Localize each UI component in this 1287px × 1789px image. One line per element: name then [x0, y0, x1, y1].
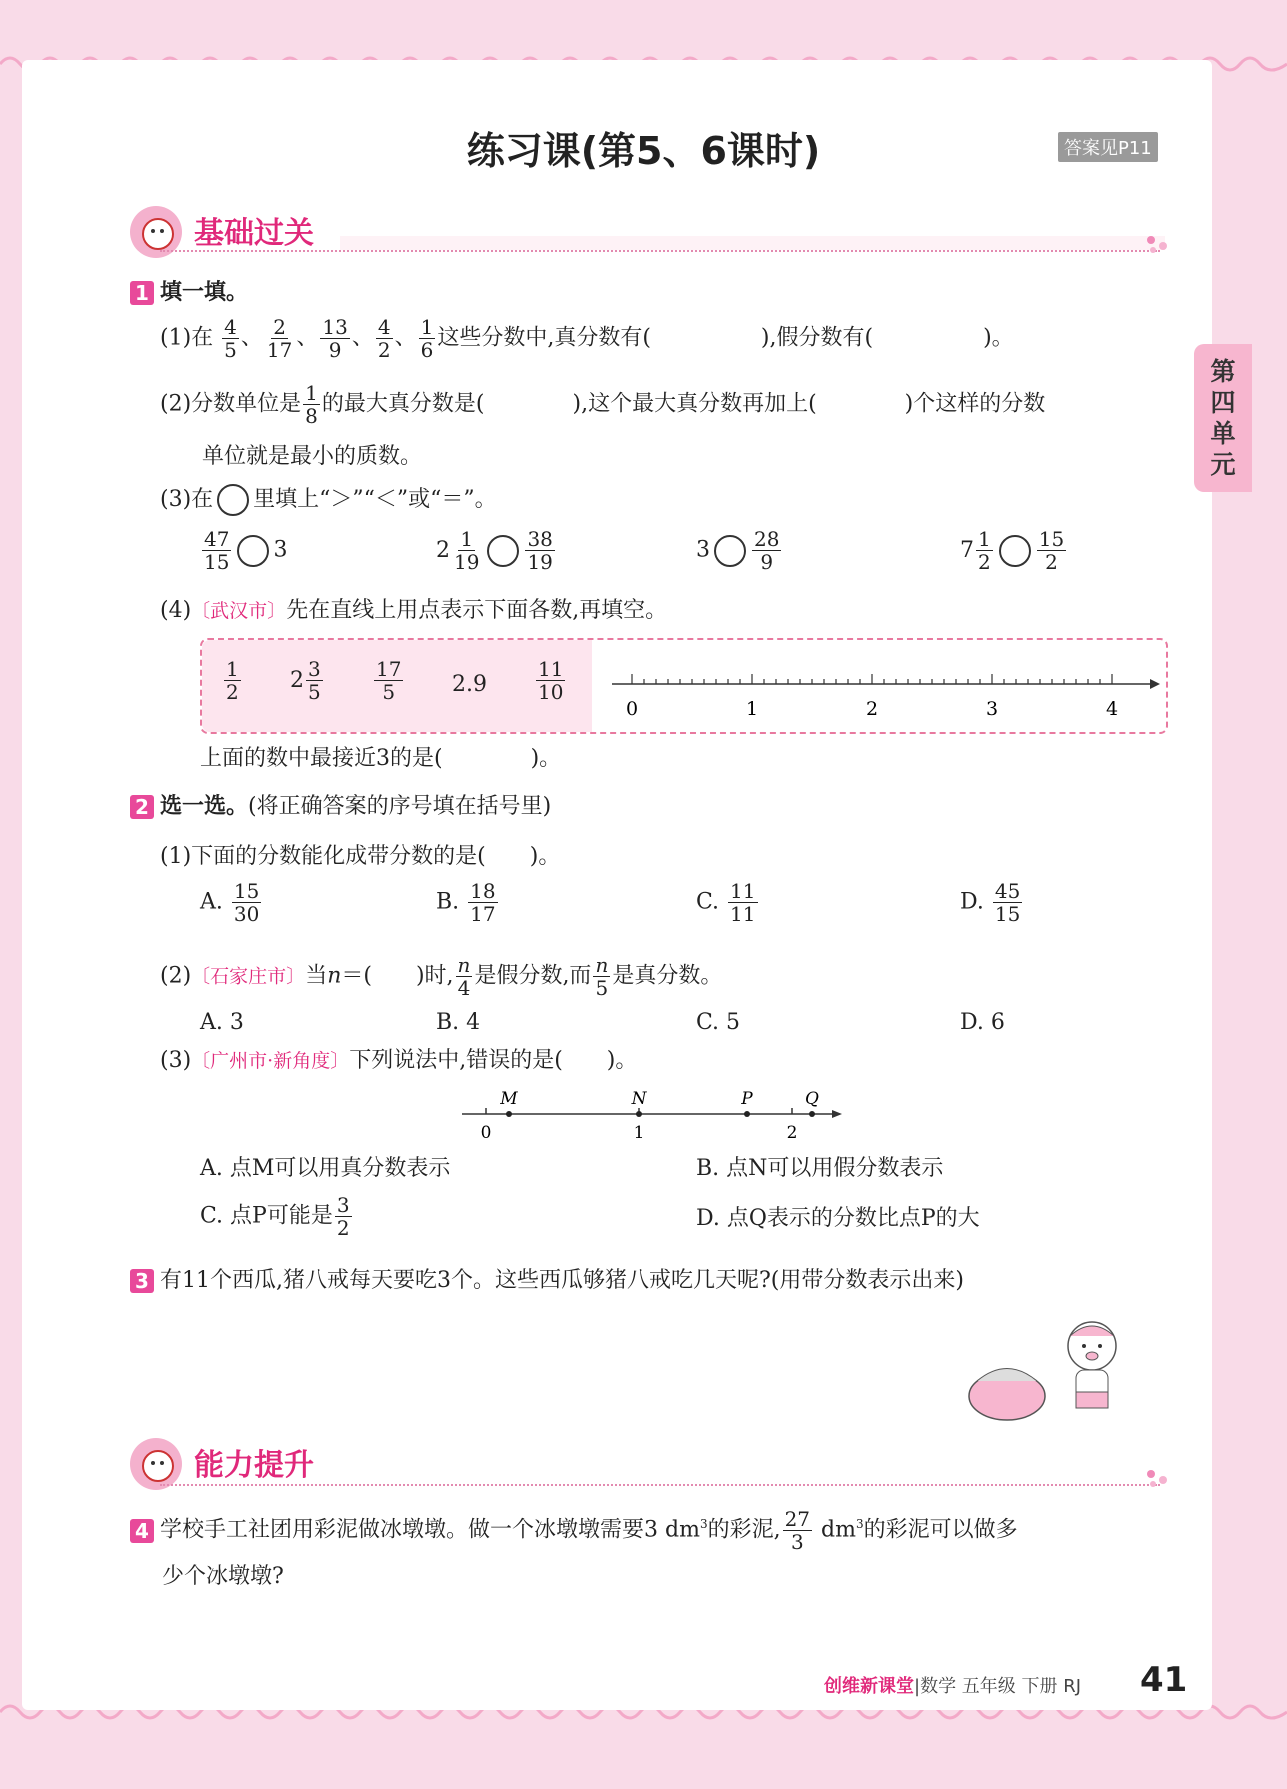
- choice-option[interactable]: A. 点M可以用真分数表示: [200, 1156, 451, 1181]
- fraction: $\frac{1}{6}$: [420, 315, 434, 362]
- text: (3)在: [160, 487, 214, 512]
- question-note: (将正确答案的序号填在括号里): [248, 794, 552, 819]
- compare-item-c: 3 $\frac{28}{9}$: [696, 527, 780, 574]
- page-number: 41: [1140, 1660, 1188, 1700]
- source-tag: 〔石家庄市〕: [191, 965, 306, 988]
- axis-label: 4: [1105, 698, 1119, 720]
- choice-option[interactable]: B. 点N可以用假分数表示: [696, 1156, 944, 1181]
- side-tab-char: 元: [1210, 450, 1236, 479]
- question-3: [130, 1266, 964, 1296]
- section-underline-bg: [340, 236, 1165, 250]
- section-advanced-heading: 能力提升: [194, 1448, 314, 1483]
- choice-option[interactable]: D. 6: [960, 1010, 1005, 1035]
- compare-circle[interactable]: [714, 535, 746, 567]
- mnpq-number-line: [462, 1086, 842, 1146]
- question-4-line2: 少个冰墩墩?: [162, 1564, 284, 1589]
- question-title: 填一填。: [160, 280, 249, 305]
- q2-part2: (2)〔石家庄市〕当n＝( )时, $\frac{n}{4}$ 是假分数,而 $\frac{n}{5}$ 是真分数。: [160, 953, 723, 1000]
- tick-label: 1: [633, 1123, 645, 1143]
- axis-label: 1: [745, 698, 759, 720]
- side-tab-char: 第: [1210, 357, 1236, 386]
- choice-option[interactable]: C. 点P可能是 $\frac{3}{2}$: [200, 1193, 350, 1240]
- section-divider: [160, 1484, 1160, 1486]
- box-number: $\frac{17}{5}$: [376, 657, 402, 704]
- q1-part2-line2: 单位就是最小的质数。: [202, 444, 423, 469]
- text: 里填上“＞”“＜”或“＝”。: [253, 487, 497, 512]
- axis-label: 3: [985, 698, 999, 720]
- question-title: 选一选。: [160, 794, 249, 819]
- fraction: $\frac{4}{5}$: [224, 315, 237, 362]
- text: 的最大真分数是( ),这个最大真分数再加上( )个这样的分数: [321, 391, 1046, 417]
- source-tag: 〔武汉市〕: [191, 600, 287, 622]
- choice-option[interactable]: A. 3: [200, 1010, 244, 1035]
- fraction: $\frac{1}{8}$: [305, 381, 318, 428]
- q2-part3: (3)〔广州市·新角度〕下列说法中,错误的是( )。: [160, 1048, 638, 1073]
- choice-option[interactable]: C. 5: [696, 1010, 741, 1035]
- choice-option[interactable]: B. $\frac{18}{17}$: [436, 879, 496, 926]
- compare-item-d: 7 $\frac{1}{2}$ $\frac{15}{2}$: [960, 527, 1065, 574]
- question-number: 3: [130, 1269, 154, 1293]
- question-4: 4 学校手工社团用彩泥做冰墩墩。做一个冰墩墩需要3 $dm^3$的彩泥, $\frac{27}{3}$ $dm^3$的彩泥可以做多: [130, 1508, 1018, 1553]
- choice-option[interactable]: D. 点Q表示的分数比点P的大: [696, 1206, 980, 1231]
- point-label: P: [741, 1089, 753, 1109]
- number-line-0-4[interactable]: [612, 660, 1160, 726]
- point-label: M: [500, 1089, 518, 1109]
- question-2-header: [130, 792, 551, 822]
- question-1-header: [130, 278, 248, 308]
- question-number: 1: [130, 281, 154, 305]
- q1-part1: (1)在 $\frac{4}{5}$ 、 $\frac{2}{17}$ 、 $\frac{13}{9}$ 、 $\frac{4}{2}$ 、 $\frac{1}{6}$ 这些分数中,真分数有( ),假分数有( )。: [160, 315, 1014, 362]
- box-number: $\frac{1}{2}$: [226, 657, 239, 704]
- q1-part3: [160, 484, 497, 516]
- unit-side-tab: [1194, 344, 1252, 492]
- fraction: $\frac{13}{9}$: [322, 315, 348, 362]
- side-tab-char: 四: [1210, 388, 1236, 417]
- text: 这些分数中,真分数有( ),假分数有( )。: [437, 325, 1014, 351]
- section-divider: [160, 250, 1160, 252]
- text: (2)分数单位是: [160, 391, 302, 417]
- question-number: 2: [130, 795, 154, 819]
- box-number: 2.9: [452, 672, 487, 697]
- q1-part2: [160, 382, 1045, 427]
- number-line-box: [200, 638, 1168, 734]
- source-tag: 〔广州市·新角度〕: [191, 1050, 350, 1072]
- dots-decoration-icon: [1145, 234, 1175, 254]
- tick-label: 2: [786, 1123, 798, 1143]
- section-basic-heading: 基础过关: [194, 216, 314, 251]
- choice-option[interactable]: D. $\frac{45}{15}$: [960, 879, 1021, 926]
- question-note: (用带分数表示出来): [770, 1268, 964, 1293]
- compare-circle[interactable]: [237, 535, 269, 567]
- compare-circle[interactable]: [487, 535, 519, 567]
- tick-label: 0: [480, 1123, 492, 1143]
- question-text: 有11个西瓜,猪八戒每天要吃3个。这些西瓜够猪八戒吃几天呢?: [160, 1268, 771, 1293]
- footer-brand: 创维新课堂: [824, 1676, 914, 1697]
- axis-label: 0: [625, 698, 639, 720]
- box-number: $\frac{11}{10}$: [538, 657, 564, 704]
- footer-info: [824, 1672, 1081, 1698]
- footer-text: |数学 五年级 下册 RJ: [914, 1676, 1082, 1697]
- point-label: Q: [805, 1089, 819, 1109]
- choice-option[interactable]: A. $\frac{15}{30}$: [200, 879, 260, 926]
- fraction: $\frac{4}{2}$: [377, 315, 391, 362]
- point-label: N: [631, 1089, 647, 1109]
- circle-blank-icon: [217, 484, 249, 516]
- side-tab-char: 单: [1210, 419, 1236, 448]
- answer-reference: 答案见P11: [1058, 132, 1158, 162]
- choice-option[interactable]: B. 4: [436, 1010, 481, 1035]
- page-title: 练习课(第5、6课时): [466, 129, 821, 173]
- compare-item-b: 2 $\frac{1}{19}$ $\frac{38}{19}$: [436, 527, 553, 574]
- dots-decoration-icon: [1145, 1468, 1175, 1488]
- text: (1)在: [160, 325, 214, 351]
- compare-circle[interactable]: [999, 535, 1031, 567]
- pig-with-watermelons-icon: [962, 1306, 1142, 1426]
- question-number: 4: [130, 1519, 154, 1543]
- choice-option[interactable]: C. $\frac{11}{11}$: [696, 879, 756, 926]
- box-number: 2 $\frac{3}{5}$: [290, 657, 321, 704]
- q1-part4: (4)〔武汉市〕先在直线上用点表示下面各数,再填空。: [160, 598, 668, 623]
- compare-item-a: $\frac{47}{15}$ 3: [204, 527, 288, 574]
- q1-part4-answer: 上面的数中最接近3的是( )。: [200, 746, 562, 771]
- axis-label: 2: [865, 698, 879, 720]
- fraction: $\frac{2}{17}$: [266, 315, 293, 362]
- q2-part1: (1)下面的分数能化成带分数的是( )。: [160, 844, 561, 869]
